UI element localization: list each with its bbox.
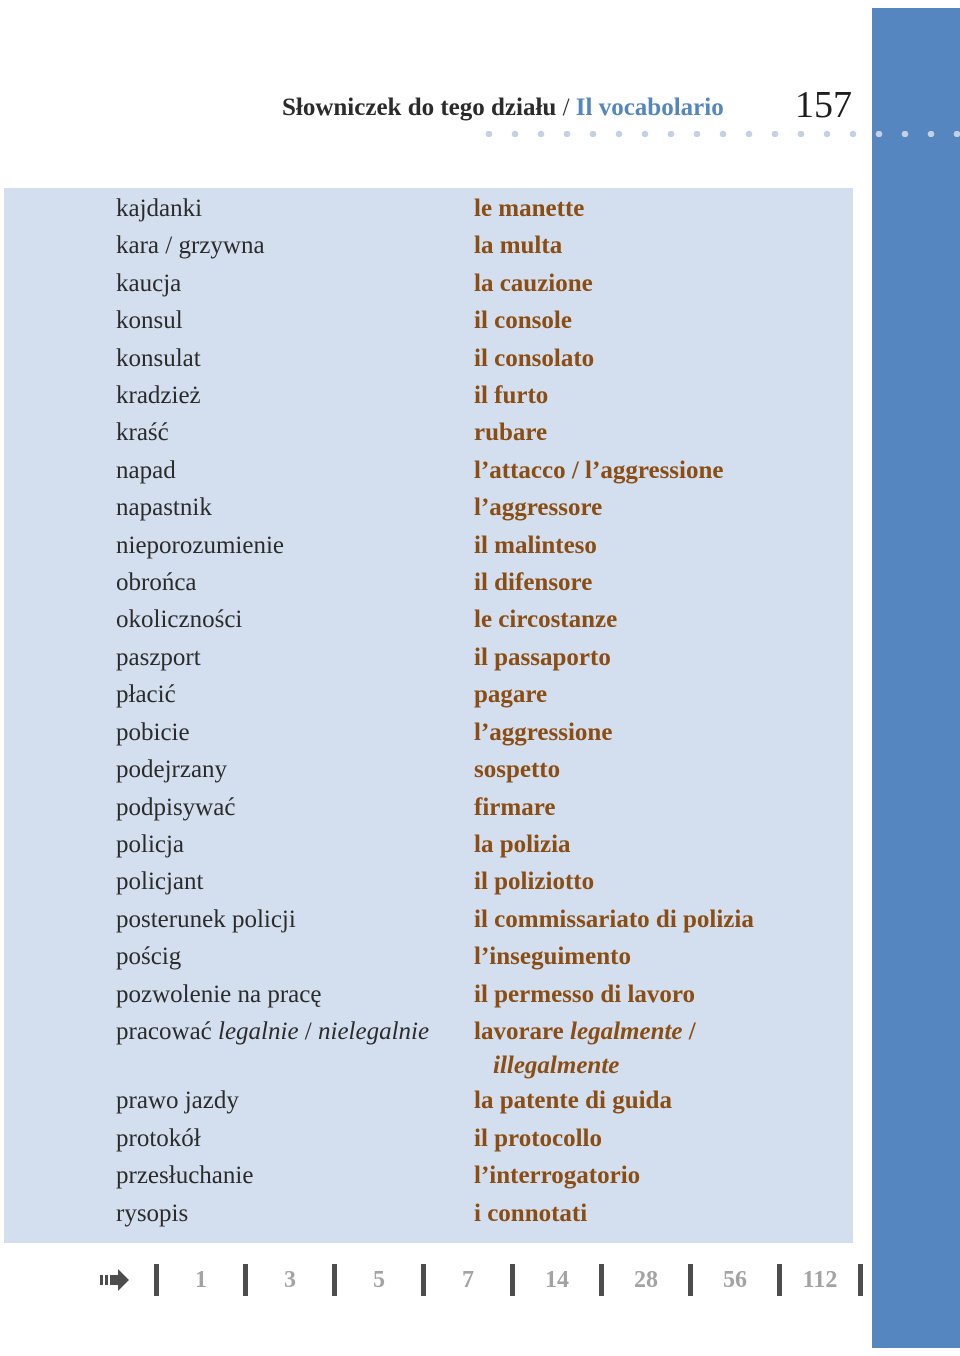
vocab-row <box>116 1120 856 1157</box>
italian-term <box>474 1013 696 1082</box>
italian-term: l’aggressione <box>474 718 613 746</box>
polish-term: podpisywać <box>116 793 236 821</box>
vocab-row <box>116 452 856 489</box>
nav-link[interactable]: 112 <box>802 1266 838 1293</box>
side-color-bar <box>872 8 960 1348</box>
italian-term: il malinteso <box>474 531 597 559</box>
vocab-row <box>116 302 856 339</box>
vocab-row <box>116 377 856 414</box>
italian-term: il protocollo <box>474 1124 603 1152</box>
polish-term-part: legalnie <box>218 1017 299 1045</box>
polish-term: posterunek policji <box>116 905 296 933</box>
nav-link[interactable]: 7 <box>462 1266 474 1293</box>
polish-term-part: pracować <box>116 1017 219 1045</box>
italian-term: sospetto <box>474 756 561 784</box>
nav-link[interactable]: 28 <box>634 1266 658 1293</box>
vocab-row <box>116 639 856 676</box>
vocab-row <box>116 601 856 638</box>
italian-term: la multa <box>474 232 563 260</box>
nav-link[interactable]: 1 <box>195 1266 207 1293</box>
italian-term: il passaporto <box>474 643 611 671</box>
italian-term: il console <box>474 307 572 335</box>
italian-term: pagare <box>474 681 548 709</box>
nav-link[interactable]: 14 <box>545 1266 569 1293</box>
vocab-row <box>116 265 856 302</box>
italian-term: i connotati <box>474 1199 588 1227</box>
italian-term: il difensore <box>474 569 593 597</box>
polish-term: kara / grzywna <box>116 232 265 260</box>
vocab-row <box>116 1082 856 1119</box>
polish-term: podejrzany <box>116 756 228 784</box>
polish-term: płacić <box>116 681 176 709</box>
polish-term: okoliczności <box>116 606 243 634</box>
vocab-row <box>116 901 856 938</box>
polish-term: pościg <box>116 943 182 971</box>
italian-term: il consolato <box>474 344 595 372</box>
polish-term <box>116 1013 474 1050</box>
polish-term: prawo jazdy <box>116 1087 239 1115</box>
page-title <box>282 95 724 124</box>
italian-term: l’aggressore <box>474 494 603 522</box>
polish-term: pobicie <box>116 718 190 746</box>
vocab-row <box>116 527 856 564</box>
polish-term: napastnik <box>116 494 212 522</box>
italian-term: firmare <box>474 793 556 821</box>
polish-term: kajdanki <box>116 195 203 222</box>
vocab-row <box>116 190 856 227</box>
page-header <box>282 80 852 124</box>
vocab-row <box>116 751 856 788</box>
page-number: 157 <box>795 84 852 126</box>
nav-link[interactable]: 5 <box>373 1266 385 1293</box>
italian-term-part: / <box>682 1017 696 1045</box>
polish-term: nieporozumienie <box>116 531 284 559</box>
vocab-row <box>116 789 856 826</box>
arrow-right-icon <box>100 1268 130 1292</box>
vocab-row <box>116 489 856 526</box>
italian-term: l’inseguimento <box>474 943 631 971</box>
italian-term: l’attacco / l’aggressione <box>474 456 724 484</box>
polish-term: kradzież <box>116 382 201 410</box>
italian-term: le circostanze <box>474 606 618 634</box>
vocab-row <box>116 414 856 451</box>
polish-term: kraść <box>116 419 169 447</box>
polish-term: napad <box>116 456 176 484</box>
vocab-row <box>116 1157 856 1194</box>
vocab-row <box>116 1195 856 1232</box>
vocab-row <box>116 340 856 377</box>
polish-term-part: / <box>298 1017 318 1045</box>
polish-term: policja <box>116 830 185 858</box>
vocabulary-list <box>116 190 856 1232</box>
polish-term-part: nielegalnie <box>318 1017 430 1045</box>
italian-term: la patente di guida <box>474 1087 672 1115</box>
polish-term: konsulat <box>116 344 201 372</box>
italian-term: la polizia <box>474 830 571 858</box>
italian-term-part: legalmente <box>570 1017 683 1045</box>
nav-link[interactable]: 56 <box>723 1266 747 1293</box>
italian-term: il commissariato di polizia <box>474 905 754 933</box>
polish-term: konsul <box>116 307 183 335</box>
nav-divider <box>858 1264 863 1296</box>
page-navigation <box>100 1262 863 1298</box>
italian-term-part: lavorare <box>474 1017 571 1045</box>
italian-term: l’interrogatorio <box>474 1162 641 1190</box>
polish-term: pozwolenie na pracę <box>116 980 322 1008</box>
title-separator: / <box>556 94 576 121</box>
dotted-divider <box>476 131 960 137</box>
vocab-row <box>116 564 856 601</box>
vocab-row <box>116 826 856 863</box>
italian-term: rubare <box>474 419 548 447</box>
italian-term: le manette <box>474 195 585 222</box>
italian-term: il furto <box>474 382 549 410</box>
polish-term: rysopis <box>116 1199 189 1227</box>
polish-term: kaucja <box>116 269 182 297</box>
vocab-row <box>116 938 856 975</box>
italian-term: la cauzione <box>474 269 593 297</box>
italian-term-part: illegalmente <box>493 1052 620 1080</box>
italian-term: il poliziotto <box>474 868 595 896</box>
polish-term: przesłuchanie <box>116 1162 254 1190</box>
polish-term: policjant <box>116 868 204 896</box>
nav-link[interactable]: 3 <box>284 1266 296 1293</box>
polish-term: paszport <box>116 643 201 671</box>
italian-term: il permesso di lavoro <box>474 980 696 1008</box>
polish-term: obrońca <box>116 569 197 597</box>
vocab-row-legal-work <box>116 1013 856 1082</box>
vocab-row <box>116 227 856 264</box>
title-italian: Il vocabolario <box>575 94 724 121</box>
vocab-row <box>116 976 856 1013</box>
vocab-row <box>116 676 856 713</box>
polish-term: protokół <box>116 1124 201 1152</box>
vocab-row <box>116 714 856 751</box>
vocab-row <box>116 863 856 900</box>
title-polish: Słowniczek do tego działu <box>282 94 557 121</box>
